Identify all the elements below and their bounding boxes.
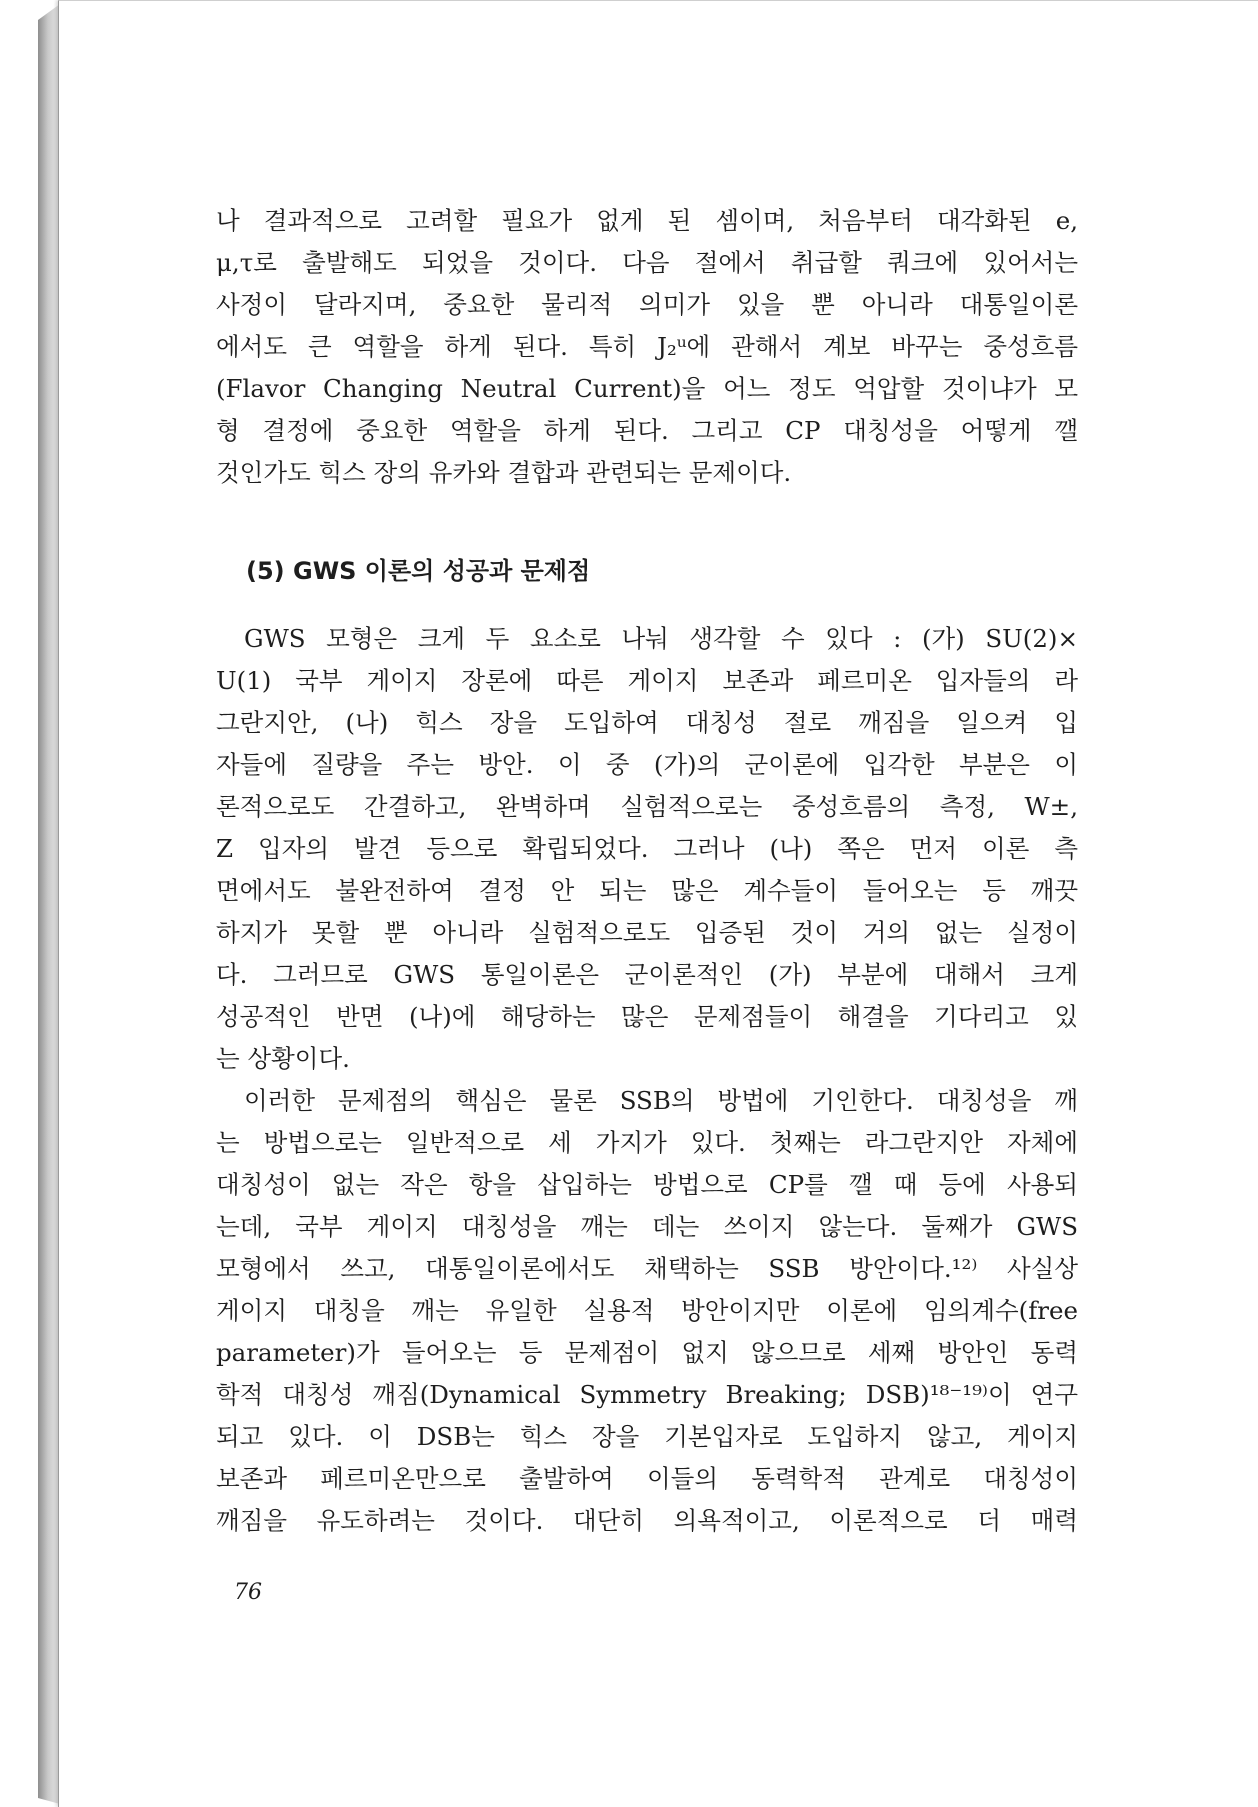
text-line: parameter)가 들어오는 등 문제점이 없지 않으므로 세째 방안인 동력 [216,1338,1078,1367]
text-line: 다. 그러므로 GWS 통일이론은 군이론적인 (가) 부분에 대해서 크게 [216,960,1078,989]
text-line: 하지가 못할 뿐 아니라 실험적으로도 입증된 것이 거의 없는 실정이 [216,918,1078,947]
text-line: 는데, 국부 게이지 대칭성을 깨는 데는 쓰이지 않는다. 둘째가 GWS [216,1212,1078,1241]
text-line: GWS 모형은 크게 두 요소로 나눠 생각할 수 있다 : (가) SU(2)× [244,624,1078,653]
text-line: 것인가도 힉스 장의 유카와 결합과 관련되는 문제이다. [216,458,792,487]
text-line: 게이지 대칭을 깨는 유일한 실용적 방안이지만 이론에 임의계수(free [216,1296,1078,1325]
text-line: Z 입자의 발견 등으로 확립되었다. 그러나 (나) 쪽은 먼저 이론 측 [216,834,1078,863]
text-line: 이러한 문제점의 핵심은 물론 SSB의 방법에 기인한다. 대칭성을 깨 [244,1086,1078,1115]
text-line: U(1) 국부 게이지 장론에 따른 게이지 보존과 페르미온 입자들의 라 [216,666,1078,695]
page-number: 76 [234,1580,262,1605]
text-line: 면에서도 불완전하여 결정 안 되는 많은 계수들이 들어오는 등 깨끗 [216,876,1078,905]
text-line: (Flavor Changing Neutral Current)을 어느 정도 억압할 것이냐가 모 [216,374,1078,403]
text-line: 깨짐을 유도하려는 것이다. 대단히 의욕적이고, 이론적으로 더 매력 [216,1506,1078,1535]
text-line: 론적으로도 간결하고, 완벽하며 실험적으로는 중성흐름의 측정, W±, [216,792,1078,821]
book-spine [38,4,60,1804]
text-line: 대칭성이 없는 작은 항을 삽입하는 방법으로 CP를 깰 때 등에 사용되 [216,1170,1078,1199]
text-line: 되고 있다. 이 DSB는 힉스 장을 기본입자로 도입하지 않고, 게이지 [216,1422,1078,1451]
text-line: 자들에 질량을 주는 방안. 이 중 (가)의 군이론에 입각한 부분은 이 [216,750,1078,779]
section-heading: (5) GWS 이론의 성공과 문제점 [246,557,591,585]
body-text [216,200,1078,1542]
text-line: 사정이 달라지며, 중요한 물리적 의미가 있을 뿐 아니라 대통일이론 [216,290,1078,319]
text-line: μ,τ로 출발해도 되었을 것이다. 다음 절에서 취급할 쿼크에 있어서는 [216,248,1078,277]
text-line: 에서도 큰 역할을 하게 된다. 특히 J₂ᵘ에 관해서 계보 바꾸는 중성흐름 [216,332,1078,361]
text-line: 성공적인 반면 (나)에 해당하는 많은 문제점들이 해결을 기다리고 있 [216,1002,1078,1031]
text-line: 형 결정에 중요한 역할을 하게 된다. 그리고 CP 대칭성을 어떻게 깰 [216,416,1078,445]
paragraph-3 [216,1080,1078,1542]
text-line: 나 결과적으로 고려할 필요가 없게 된 셈이며, 처음부터 대각화된 e, [216,206,1078,235]
text-line: 모형에서 쓰고, 대통일이론에서도 채택하는 SSB 방안이다.¹²⁾ 사실상 [216,1254,1078,1283]
text-line: 는 방법으로는 일반적으로 세 가지가 있다. 첫째는 라그란지안 자체에 [216,1128,1078,1157]
text-line: 는 상황이다. [216,1044,350,1073]
text-line: 학적 대칭성 깨짐(Dynamical Symmetry Breaking; DSB)¹⁸⁻¹⁹⁾이 연구 [216,1380,1078,1409]
text-line: 보존과 페르미온만으로 출발하여 이들의 동력학적 관계로 대칭성이 [216,1464,1078,1493]
text-line: 그란지안, (나) 힉스 장을 도입하여 대칭성 절로 깨짐을 일으켜 입 [216,708,1078,737]
paragraph-2 [216,618,1078,1080]
paragraph-1 [216,200,1078,494]
